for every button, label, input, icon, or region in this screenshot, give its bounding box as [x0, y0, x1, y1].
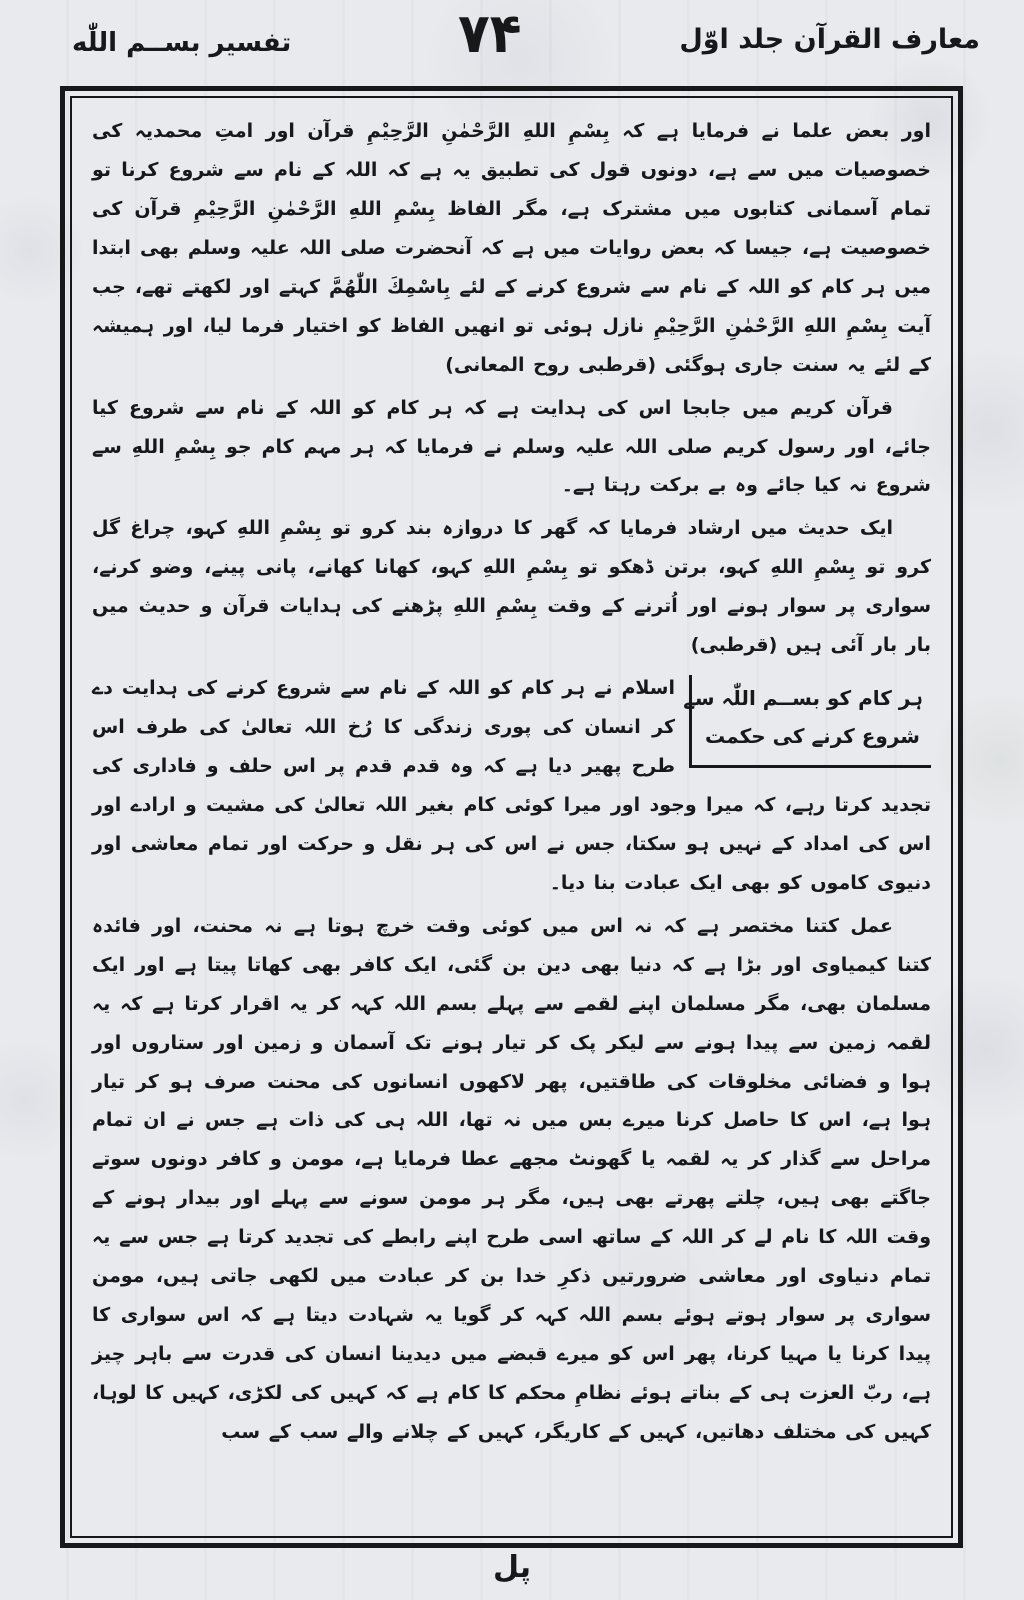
paragraph-quran-guidance: قرآن کریم میں جابجا اس کی ہدایت ہے کہ ہر کام کو اللہ کے نام سے شروع کیا جائے، اور رسول کریم صلی اللہ علیہ وسلم نے فرمایا کہ ہر مہم کام جو بِسْمِ اللهِ سے شروع نہ کیا جائے وہ بے برکت رہتا ہے۔ [92, 396, 931, 497]
catchword: پل [492, 1550, 532, 1585]
text-frame-inner-rule [70, 96, 953, 1538]
text-frame-outer-rule [60, 86, 963, 1548]
paragraph-wisdom-of-bismillah: اسلام نے ہر کام کو اللہ کے نام سے شروع کرنے کی ہدایت دے کر انسان کی پوری زندگی کا رُخ اللہ تعالیٰ کی طرف اس طرح پھیر دیا ہے کہ وہ قدم قدم پر اس حلف و فاداری کی تجدید کرتا رہے، کہ میرا وجود اور میرا کوئی کام بغیر اللہ تعالیٰ کی مشیت و ارادے اور اس کی امداد کے نہیں ہو سکتا، جس نے اس کی ہر نقل و حرکت اور تمام معاشی اور دنیوی کاموں کو بھی ایک عبادت بنا دیا۔ [92, 677, 931, 894]
side-heading-line-1: ہر کام کو بســم اللّٰہ سے [683, 686, 923, 711]
section-title: تفسير بســم اللّٰه [72, 28, 292, 58]
paragraph-short-deed-great-reward: عمل کتنا مختصر ہے کہ نہ اس میں کوئی وقت خرچ ہوتا ہے نہ محنت، اور فائدہ کتنا کیمیاوی اور بڑا ہے کہ دنیا بھی دین بن گئی، ایک کافر بھی کھاتا پیتا ہے اور ایک مسلمان بھی، مگر مسلمان اپنے لقمے سے پہلے بسم اللہ کہہ کر یہ اقرار کرتا ہے کہ یہ لقمہ زمین سے پیدا ہونے سے لیکر پک کر تیار ہونے تک آسمان و زمین اور ستاروں اور ہوا و فضائی مخلوقات کی طاقتیں، پھر لاکھوں انسانوں کی محنت صرف ہو کر تیار ہوا ہے، اس کا حاصل کرنا میرے بس میں نہ تھا، اللہ ہی کی ذات ہے جس نے ان تمام مراحل سے گذار کر یہ لقمہ یا گھونٹ مجھے عطا فرمایا ہے، مومن و کافر دونوں سوتے جاگتے بھی ہیں، چلتے پھرتے بھی ہیں، مگر ہر مومن سونے سے پہلے اور بیدار ہونے کے وقت اللہ کا نام لے کر اللہ کے ساتھ اسی طرح اپنے رابطے کی تجدید کرتا ہے جس سے یہ تمام دنیاوی اور معاشی ضرورتیں ذکرِ خدا بن کر عبادت میں لکھی جاتی ہیں، مومن سواری پر سوار ہوتے ہوئے بسم اللہ کہہ کر گویا یہ شہادت دیتا ہے کہ اس سواری کا پیدا کرنا یا مہیا کرنا، پھر اس کو میرے قبضے میں دیدینا انسان کی قدرت سے باہر چیز ہے، ربّ العزت ہی کے بناتے ہوئے نظامِ محکم کا کام ہے کہ کہیں کی لکڑی، کہیں کا لوہا، کہیں کی مختلف دھاتیں، کہیں کے کاریگر، کہیں کے چلانے والے سب کے سب [92, 914, 931, 1443]
page-number: ۷۴ [458, 2, 522, 66]
paragraph-bismillah-specialty: اور بعض علما نے فرمایا ہے کہ بِسْمِ اللهِ الرَّحْمٰنِ الرَّحِیْمِ قرآن اور امتِ محمدیہ کی خصوصیات میں سے ہے، دونوں قول کی تطبیق یہ ہے کہ اللہ کے نام سے شروع کرنا تو تمام آسمانی کتابوں میں مشترک ہے، مگر الفاظ بِسْمِ اللهِ الرَّحْمٰنِ الرَّحِیْمِ قرآن کی خصوصیت ہے، جیسا کہ بعض روایات میں ہے کہ آنحضرت صلی اللہ علیہ وسلم بھی ابتدا میں ہر کام کو اللہ کے نام سے شروع کرنے کے لئے بِاسْمِكَ اللّٰهُمَّ کہتے اور لکھتے تھے، جب آیت بِسْمِ اللهِ الرَّحْمٰنِ الرَّحِیْمِ نازل ہوئی تو انھیں الفاظ کو اختیار فرما لیا، اور ہمیشہ کے لئے یہ سنت جاری ہوگئی (قرطبی روح المعانی) [92, 120, 931, 376]
book-title: معارف القرآن جلد اوّل [679, 24, 980, 55]
body-text-column [92, 112, 931, 1452]
side-heading-line-2: شروع کرنے کی حکمت [705, 724, 920, 749]
paragraph-hadith-examples: ایک حدیث میں ارشاد فرمایا کہ گھر کا دروازہ بند کرو تو بِسْمِ اللهِ کہو، چراغ گل کرو تو بِسْمِ اللهِ کہو، برتن ڈھکو تو بِسْمِ اللهِ کہو، کھانا کھانے، پانی پینے، وضو کرنے، سواری پر سوار ہونے اور اُترنے کے وقت بِسْمِ اللهِ پڑھنے کی ہدایات قرآن و حدیث میں بار بار آئی ہیں (قرطبی) [92, 517, 931, 657]
side-heading-box [683, 675, 931, 768]
